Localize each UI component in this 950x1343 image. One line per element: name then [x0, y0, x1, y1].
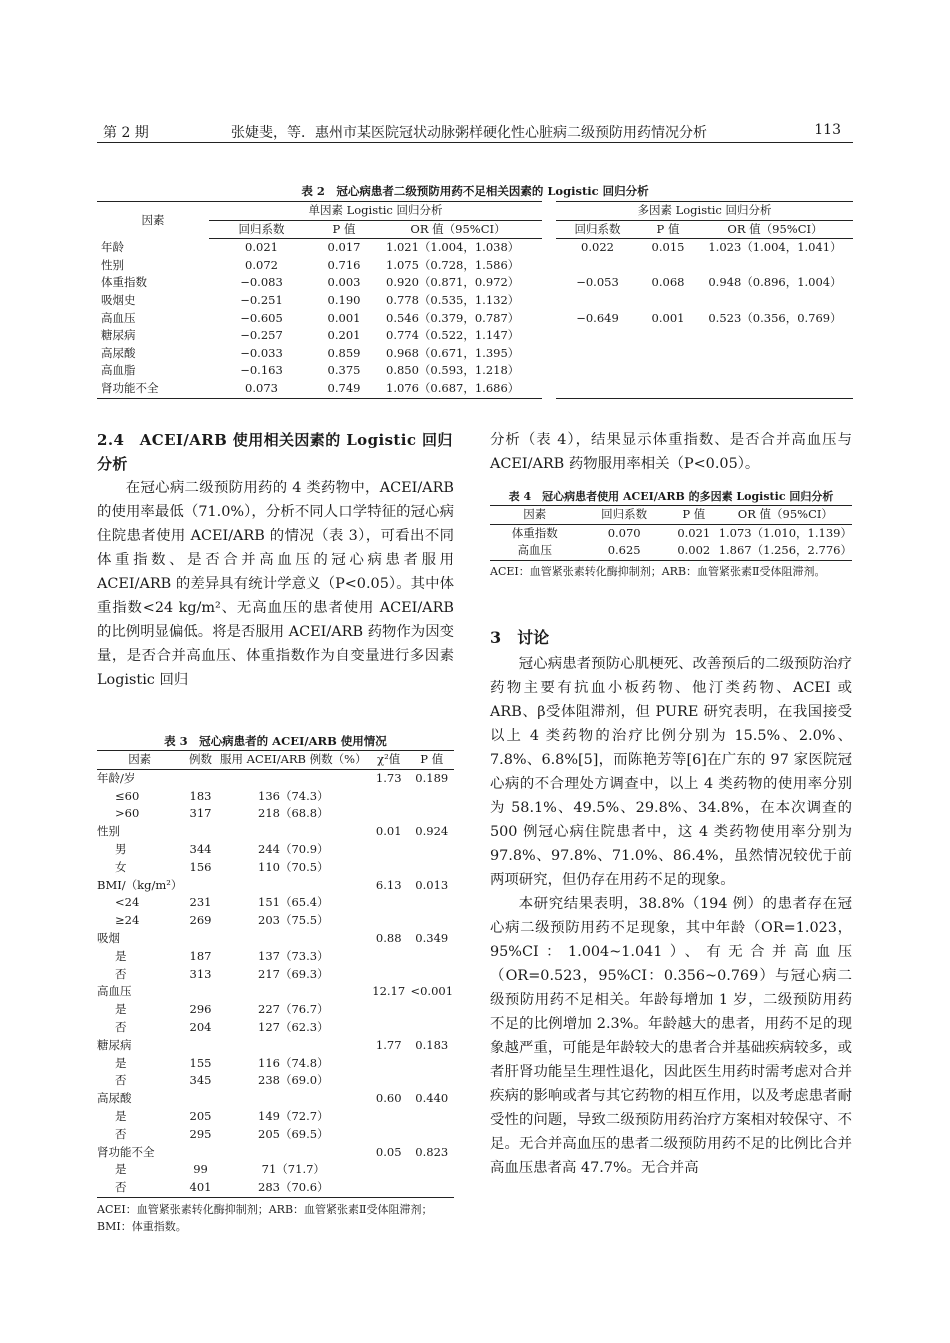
row-count — [182, 769, 218, 787]
table-row — [97, 769, 454, 787]
row-p-value — [410, 1019, 454, 1037]
row-factor: >60 — [115, 806, 140, 821]
row-p-value-multi — [639, 380, 697, 398]
row-use-count: 137（73.3） — [258, 948, 329, 963]
table-row — [97, 983, 454, 1001]
table3-note: ACEI：血管紧张素转化酶抑制剂；ARB：血管紧张素Ⅱ受体阻滞剂；BMI：体重指数。 — [97, 1203, 433, 1233]
table-row — [97, 345, 853, 363]
row-or-ci-multi — [697, 327, 853, 345]
row-coef-multi: 0.022 — [549, 239, 639, 257]
row-or-ci-multi: 0.948（0.896，1.004） — [708, 275, 842, 290]
row-chi-square: 6.13 — [375, 877, 402, 892]
row-factor: 高尿酸 — [101, 345, 136, 360]
row-chi-square — [368, 859, 410, 877]
issue-number: 第 2 期 — [103, 125, 149, 141]
row-p-value: 0.021 — [677, 525, 711, 540]
row-or-ci: 1.021（1.004，1.038） — [386, 240, 520, 255]
table-row — [97, 930, 454, 948]
row-use-count — [219, 877, 368, 895]
row-coef: 0.073 — [245, 380, 278, 395]
row-count: 345 — [189, 1073, 212, 1088]
row-count — [182, 1037, 218, 1055]
row-factor: 年龄 — [101, 239, 124, 254]
row-count: 183 — [189, 788, 212, 803]
row-chi-square — [368, 1055, 410, 1073]
row-factor: 女 — [115, 859, 127, 874]
row-count — [182, 930, 218, 948]
row-factor: 否 — [115, 966, 127, 981]
row-coef: −0.251 — [240, 292, 283, 307]
row-p-value — [410, 1161, 454, 1179]
table3-col-use: 服用 ACEI/ARB 例数（%） — [219, 751, 368, 770]
row-count — [182, 1144, 218, 1162]
row-use-count: 244（70.9） — [258, 841, 329, 856]
row-p-value — [410, 1179, 454, 1197]
row-or-ci: 0.920（0.871，0.972） — [386, 275, 520, 290]
row-coef: −0.083 — [240, 275, 283, 290]
row-or-ci-multi — [697, 292, 853, 310]
row-use-count: 227（76.7） — [258, 1002, 329, 1017]
row-p-value-multi — [639, 362, 697, 380]
table4-col-p: P 值 — [669, 506, 719, 525]
row-use-count: 218（68.8） — [258, 806, 329, 821]
table-row — [97, 1161, 454, 1179]
table3-col-n: 例数 — [182, 751, 218, 770]
row-count: 205 — [189, 1108, 212, 1123]
row-p-value: 0.002 — [677, 543, 711, 557]
row-or-ci-multi: 1.023（1.004，1.041） — [708, 240, 842, 255]
row-p-value-multi: 0.068 — [651, 275, 685, 290]
table3-col-factor: 因素 — [97, 751, 182, 770]
row-factor: ≤60 — [115, 788, 140, 803]
row-factor: 是 — [115, 1002, 127, 1017]
row-factor: 高尿酸 — [97, 1091, 132, 1106]
table2-col-p: P 值 — [314, 220, 374, 239]
row-count — [182, 877, 218, 895]
table-row — [97, 859, 454, 877]
row-p-value: 0.716 — [327, 257, 361, 272]
row-chi-square: 0.05 — [375, 1144, 402, 1159]
row-count: 156 — [189, 859, 212, 874]
table-row — [97, 1108, 454, 1126]
table-row — [97, 380, 853, 398]
row-or-ci-multi: 0.523（0.356，0.769） — [708, 310, 842, 325]
row-factor: 否 — [115, 1180, 127, 1195]
table4-col-factor: 因素 — [490, 506, 579, 525]
row-use-count — [219, 823, 368, 841]
row-count — [182, 823, 218, 841]
row-factor: 肾功能不全 — [101, 380, 159, 395]
row-coef: 0.070 — [607, 525, 641, 540]
row-count: 269 — [189, 913, 212, 928]
row-use-count: 203（75.5） — [258, 913, 329, 928]
table-row — [97, 1090, 454, 1108]
row-coef: −0.257 — [240, 328, 283, 343]
row-factor: 否 — [115, 1126, 127, 1141]
row-or-ci-multi — [697, 257, 853, 275]
table3-col-chi: χ²值 — [368, 751, 410, 770]
row-coef-multi — [549, 327, 639, 345]
article-running-title: 张婕斐，等．惠州市某医院冠状动脉粥样硬化性心脏病二级预防用药情况分析 — [231, 125, 707, 141]
row-or-ci: 0.546（0.379，0.787） — [386, 310, 520, 325]
row-factor: 体重指数 — [101, 275, 147, 290]
table4-note: ACEI：血管紧张素转化酶抑制剂；ARB：血管紧张素Ⅱ受体阻滞剂。 — [490, 565, 826, 578]
table4 — [490, 505, 852, 561]
section-3-paragraph-1: 冠心病患者预防心肌梗死、改善预后的二级预防治疗药物主要有抗血小板药物、他汀类药物、ACEI 或 ARB、β受体阻滞剂，但 PURE 研究表明，在我国接受以上 4 类药物的治疗比例分别为 15.5%、2.0%、7.8%、6.8%[5]，而陈艳芳等[6]在广东的 97 家医院冠心病的不合理处方调查中，以上 4 类药物的使用率分别为 58.1%、49.5%、29.8%、34.8%，在本次调查的 500 例冠心病住院患者中，这 4 类药物使用率分别为 97.8%、97.8%、71.0%、86.4%，虽然情况较优于前两项研究，但仍存在用药不足的现象。 — [490, 656, 852, 888]
table4-col-coef: 回归系数 — [579, 506, 668, 525]
row-coef-multi — [549, 380, 639, 398]
row-p-value-multi — [639, 345, 697, 363]
row-count: 401 — [189, 1180, 212, 1195]
row-count: 313 — [189, 966, 212, 981]
section-3-paragraph-2: 本研究结果表明，38.8%（194 例）的患者存在冠心病二级预防用药不足现象，其中年龄（OR=1.023，95%CI：1.004~1.041）、有无合并高血压（OR=0.523，95%CI：0.356~0.769）与冠心病二级预防用药不足相关。年龄每增加 1 岁，二级预防用药不足的比例增加 2.3%。年龄越大的患者，用药不足的现象越严重，可能是年龄较大的患者合并基础疾病较多，或者肝肾功能呈生理性退化，因此医生用药时需考虑对合并疾病的影响或者与其它药物的相互作用，以及考虑患者耐受性的问题，导致二级预防用药治疗方案相对较保守、不足。无合并高血压的患者二级预防用药不足的比例比合并高血压患者高 47.7%。无合并高 — [490, 896, 852, 1176]
row-use-count: 151（65.4） — [258, 895, 329, 910]
row-p-value-multi — [639, 257, 697, 275]
row-use-count — [219, 769, 368, 787]
row-factor: 吸烟 — [97, 930, 120, 945]
row-p-value: 0.190 — [327, 292, 361, 307]
table-row — [97, 805, 454, 823]
row-or-ci: 0.850（0.593，1.218） — [386, 363, 520, 378]
row-chi-square — [368, 841, 410, 859]
table-row — [97, 966, 454, 984]
row-p-value — [410, 948, 454, 966]
row-count: 295 — [189, 1126, 212, 1141]
row-p-value: 0.924 — [415, 824, 449, 839]
section-2-4-text: 在冠心病二级预防用药的 4 类药物中，ACEI/ARB 的使用率最低（71.0%），分析不同人口学特征的冠心病住院患者使用 ACEI/ARB 的情况（表 3），可看出不同体重指数、是否合并高血压的冠心病患者服用 ACEI/ARB 的差异具有统计学意义（P<0.05）。其中体重指数<24 kg/m²、无高血压的患者使用 ACEI/ARB 的比例明显偏低。将是否服用 ACEI/ARB 药物作为因变量，是否合并高血压、体重指数作为自变量进行多因素 Logistic 回归 — [97, 480, 454, 688]
row-chi-square — [368, 805, 410, 823]
section-2-4-heading: 2.4 ACEI/ARB 使用相关因素的 Logistic 回归分析 — [97, 431, 453, 473]
row-use-count — [219, 983, 368, 1001]
row-chi-square — [368, 1126, 410, 1144]
table-row — [97, 292, 853, 310]
table-row — [490, 524, 852, 542]
running-header — [97, 120, 853, 143]
table2-univariate-header: 单因素 Logistic 回归分析 — [209, 202, 549, 221]
row-p-value: 0.001 — [327, 310, 361, 325]
table3 — [97, 750, 454, 1198]
row-p-value — [410, 805, 454, 823]
table-row — [97, 1126, 454, 1144]
row-factor: BMI/（kg/m²） — [97, 877, 183, 892]
table-row — [97, 788, 454, 806]
row-coef: −0.163 — [240, 363, 283, 378]
row-p-value-multi — [639, 292, 697, 310]
row-p-value: 0.859 — [327, 345, 361, 360]
row-use-count: 149（72.7） — [258, 1108, 329, 1123]
row-p-value: 0.823 — [415, 1144, 449, 1159]
row-p-value: <0.001 — [410, 984, 454, 999]
section-2-4-paragraph — [97, 476, 454, 692]
section-3-body — [490, 652, 852, 1180]
row-use-count — [219, 930, 368, 948]
row-or-ci: 1.076（0.687，1.686） — [386, 380, 520, 395]
table2-col-or: OR 值（95%CI） — [374, 220, 549, 239]
row-count: 317 — [189, 806, 212, 821]
row-use-count — [219, 1037, 368, 1055]
row-chi-square: 0.01 — [375, 824, 402, 839]
row-factor: 是 — [115, 1055, 127, 1070]
table-row — [97, 948, 454, 966]
row-factor: 高血压 — [101, 310, 136, 325]
row-p-value — [410, 788, 454, 806]
row-chi-square: 1.77 — [375, 1037, 402, 1052]
row-p-value — [410, 1001, 454, 1019]
row-use-count: 127（62.3） — [258, 1019, 329, 1034]
row-count: 204 — [189, 1019, 212, 1034]
row-chi-square: 0.88 — [375, 930, 402, 945]
section-2-4-continuation-text: 分析（表 4），结果显示体重指数、是否合并高血压与 ACEI/ARB 药物服用率相关（P<0.05）。 — [490, 432, 852, 472]
table-row — [97, 1072, 454, 1090]
row-coef-multi — [549, 345, 639, 363]
row-coef-multi: −0.053 — [549, 274, 639, 292]
row-count — [182, 983, 218, 1001]
table2-col-or-multi: OR 值（95%CI） — [697, 220, 853, 239]
row-chi-square — [368, 912, 410, 930]
table2-col-p-multi: P 值 — [639, 220, 697, 239]
row-use-count — [219, 1090, 368, 1108]
row-factor: 高血脂 — [101, 363, 136, 378]
row-factor: 否 — [115, 1073, 127, 1088]
row-coef: 0.021 — [245, 240, 278, 255]
row-factor: 高血压 — [517, 543, 552, 557]
table4-col-or: OR 值（95%CI） — [719, 506, 852, 525]
row-p-value — [410, 1126, 454, 1144]
row-or-ci-multi — [697, 362, 853, 380]
table-row — [490, 542, 852, 560]
table2-multivariate-header: 多因素 Logistic 回归分析 — [549, 202, 853, 221]
row-use-count: 116（74.8） — [258, 1055, 329, 1070]
row-coef-multi — [549, 362, 639, 380]
row-coef-multi — [549, 292, 639, 310]
row-factor: 体重指数 — [511, 525, 558, 540]
row-coef: −0.605 — [240, 310, 283, 325]
row-or-ci: 0.968（0.671，1.395） — [386, 345, 520, 360]
row-p-value: 0.183 — [415, 1037, 449, 1052]
table2-col-coef-multi: 回归系数 — [549, 220, 639, 239]
row-factor: 吸烟史 — [101, 292, 136, 307]
table-row — [97, 1037, 454, 1055]
row-p-value: 0.349 — [415, 930, 449, 945]
row-count: 155 — [189, 1055, 212, 1070]
row-coef-multi: −0.649 — [549, 310, 639, 328]
table3-col-p: P 值 — [410, 751, 454, 770]
table-row — [97, 327, 853, 345]
section-3-heading: 3 讨论 — [490, 628, 550, 647]
row-factor: 高血压 — [97, 984, 132, 999]
table2-caption: 表 2 冠心病患者二级预防用药不足相关因素的 Logistic 回归分析 — [301, 184, 649, 198]
row-use-count: 217（69.3） — [258, 966, 329, 981]
table-row — [97, 274, 853, 292]
table-row — [97, 894, 454, 912]
row-or-ci: 1.075（0.728，1.586） — [386, 257, 520, 272]
row-chi-square — [368, 1161, 410, 1179]
table-row — [97, 1019, 454, 1037]
row-p-value — [410, 894, 454, 912]
row-chi-square — [368, 948, 410, 966]
row-or-ci: 0.774（0.522，1.147） — [386, 328, 520, 343]
row-factor: 糖尿病 — [101, 328, 136, 343]
row-chi-square: 12.17 — [372, 984, 406, 999]
row-coef: 0.072 — [245, 257, 278, 272]
row-p-value — [410, 1108, 454, 1126]
row-count: 296 — [189, 1002, 212, 1017]
table4-caption: 表 4 冠心病患者使用 ACEI/ARB 的多因素 Logistic 回归分析 — [508, 490, 834, 503]
row-p-value: 0.003 — [327, 275, 361, 290]
table-row — [97, 362, 853, 380]
table-row — [97, 877, 454, 895]
table2 — [97, 201, 853, 399]
row-count — [182, 1090, 218, 1108]
row-factor: ≥24 — [115, 913, 140, 928]
row-p-value — [410, 966, 454, 984]
row-chi-square: 0.60 — [375, 1091, 402, 1106]
row-factor: 是 — [115, 1162, 127, 1177]
row-coef: −0.033 — [240, 345, 283, 360]
row-use-count: 238（69.0） — [258, 1073, 329, 1088]
row-use-count: 110（70.5） — [258, 859, 329, 874]
table-row — [97, 1144, 454, 1162]
row-factor: 否 — [115, 1019, 127, 1034]
row-chi-square — [368, 788, 410, 806]
row-or-ci: 0.778（0.535，1.132） — [386, 292, 520, 307]
row-factor: 是 — [115, 1108, 127, 1123]
row-chi-square — [368, 1019, 410, 1037]
row-chi-square — [368, 1108, 410, 1126]
table-row — [97, 1001, 454, 1019]
row-p-value: 0.749 — [327, 380, 361, 395]
row-factor: 性别 — [97, 824, 120, 839]
row-p-value-multi: 0.015 — [651, 240, 685, 255]
row-or-ci: 1.867（1.256，2.776） — [718, 543, 852, 557]
row-p-value — [410, 1055, 454, 1073]
row-p-value: 0.375 — [327, 363, 361, 378]
row-p-value: 0.013 — [415, 877, 449, 892]
table-row — [97, 823, 454, 841]
row-p-value-multi — [639, 327, 697, 345]
row-factor: 是 — [115, 948, 127, 963]
row-coef-multi — [549, 257, 639, 275]
row-p-value — [410, 1072, 454, 1090]
table-row — [97, 1179, 454, 1197]
row-count: 99 — [193, 1162, 208, 1177]
row-use-count: 136（74.3） — [258, 788, 329, 803]
row-factor: 男 — [115, 841, 127, 856]
row-count: 231 — [189, 895, 212, 910]
row-chi-square — [368, 1072, 410, 1090]
table3-caption: 表 3 冠心病患者的 ACEI/ARB 使用情况 — [164, 734, 387, 748]
row-p-value — [410, 859, 454, 877]
row-p-value: 0.189 — [415, 770, 449, 785]
row-count: 187 — [189, 948, 212, 963]
row-use-count: 283（70.6） — [258, 1180, 329, 1195]
row-chi-square: 1.73 — [375, 770, 402, 785]
row-factor: <24 — [115, 895, 140, 910]
table2-factor-header: 因素 — [141, 212, 165, 227]
row-or-ci-multi — [697, 380, 853, 398]
table-row — [97, 310, 853, 328]
section-2-4-continuation — [490, 428, 852, 476]
page-number: 113 — [814, 122, 841, 138]
table-row — [97, 841, 454, 859]
row-p-value: 0.201 — [327, 328, 361, 343]
row-p-value — [410, 912, 454, 930]
row-or-ci: 1.073（1.010，1.139） — [718, 525, 852, 540]
row-factor: 糖尿病 — [97, 1037, 132, 1052]
table-row — [97, 257, 853, 275]
row-p-value: 0.440 — [415, 1091, 449, 1106]
row-use-count: 205（69.5） — [258, 1126, 329, 1141]
row-factor: 性别 — [101, 257, 124, 272]
row-factor: 年龄/岁 — [97, 770, 136, 785]
table-row — [97, 239, 853, 257]
row-use-count — [219, 1144, 368, 1162]
row-or-ci-multi — [697, 345, 853, 363]
table-row — [97, 912, 454, 930]
row-p-value-multi: 0.001 — [651, 310, 685, 325]
row-coef: 0.625 — [607, 543, 641, 557]
row-factor: 肾功能不全 — [97, 1144, 155, 1159]
row-chi-square — [368, 1179, 410, 1197]
row-p-value: 0.017 — [327, 240, 361, 255]
row-use-count: 71（71.7） — [261, 1162, 325, 1177]
table2-col-coef: 回归系数 — [209, 220, 314, 239]
row-chi-square — [368, 1001, 410, 1019]
row-p-value — [410, 841, 454, 859]
row-count: 344 — [189, 841, 212, 856]
table-row — [97, 1055, 454, 1073]
row-chi-square — [368, 894, 410, 912]
row-chi-square — [368, 966, 410, 984]
